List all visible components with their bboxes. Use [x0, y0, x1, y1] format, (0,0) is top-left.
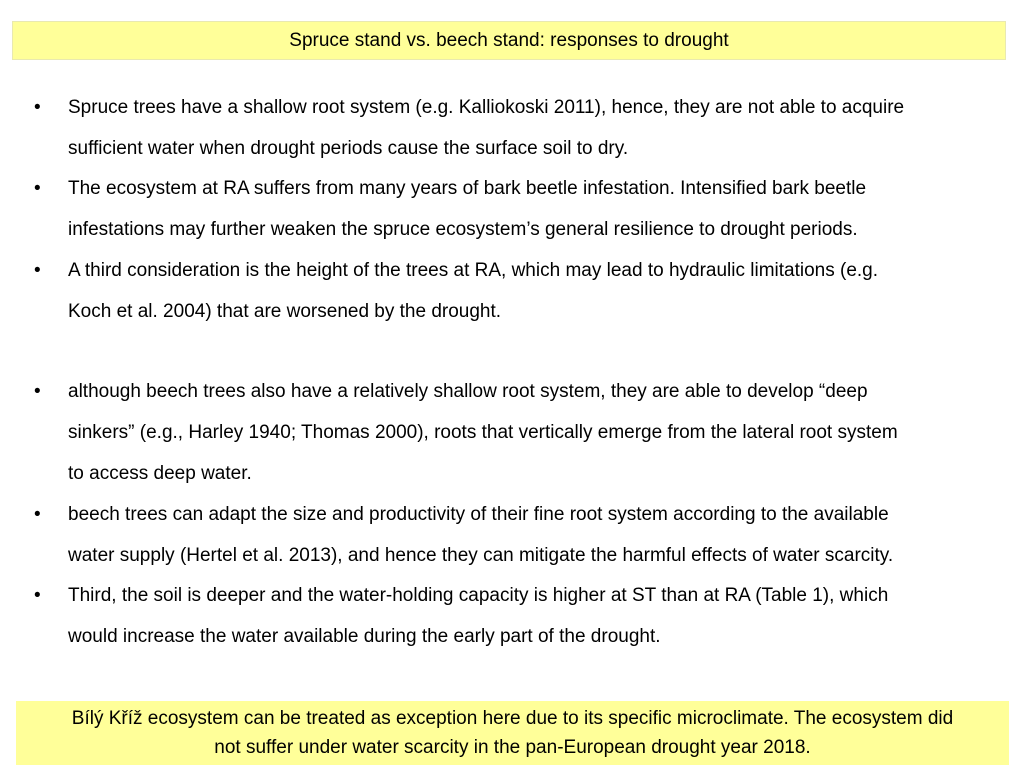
slide-title-box — [12, 21, 1006, 60]
bullet-text-4: although beech trees also have a relatively shallow root system, they are able to develop “deep sinkers” (e.g., Harley 1940; Thomas 2000), roots that vertically emerge from the lateral root system to access deep water. — [68, 381, 898, 484]
bullet-marker: • — [34, 585, 41, 606]
bullet-text-3: A third consideration is the height of the trees at RA, which may lead to hydraulic limitations (e.g. Koch et al. 2004) that are worsened by the drought. — [68, 260, 879, 322]
bullet-marker: • — [34, 178, 41, 199]
exception-note-box — [16, 701, 1009, 765]
bullet-marker: • — [34, 260, 41, 281]
bullet-text-2: The ecosystem at RA suffers from many years of bark beetle infestation. Intensified bark beetle infestations may further weaken the spruce ecosystem’s general resilience to drought periods. — [68, 178, 867, 240]
exception-note: Bílý Kříž ecosystem can be treated as exception here due to its specific microclimate. The ecosystem did not suffer under water scarcity in the pan-European drought year 2018. — [71, 708, 954, 758]
slide-title: Spruce stand vs. beech stand: responses to drought — [289, 29, 729, 51]
bullet-text-5: beech trees can adapt the size and productivity of their fine root system according to the available water supply (Hertel et al. 2013), and hence they can mitigate the harmful effects of water scarcity. — [68, 504, 894, 566]
bullet-text-1: Spruce trees have a shallow root system (e.g. Kalliokoski 2011), hence, they are not able to acquire sufficient water when drought periods cause the surface soil to dry. — [68, 97, 905, 159]
bullet-marker: • — [34, 504, 41, 525]
bullet-text-6: Third, the soil is deeper and the water-holding capacity is higher at ST than at RA (Table 1), which would increase the water available during the early part of the drought. — [68, 585, 889, 647]
bullet-marker: • — [34, 97, 41, 118]
bullet-marker: • — [34, 381, 41, 402]
